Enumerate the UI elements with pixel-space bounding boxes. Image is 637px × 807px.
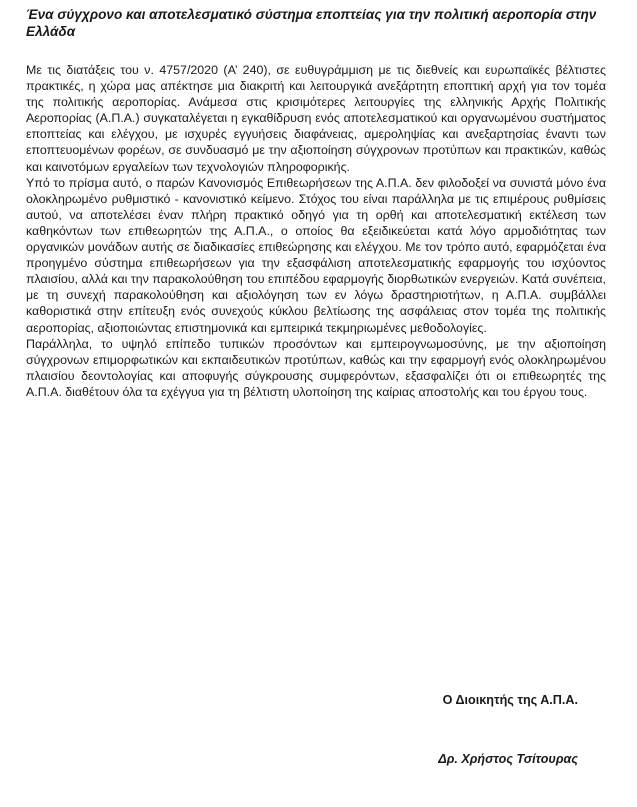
paragraph-2: Υπό το πρίσμα αυτό, ο παρών Κανονισμός Επιθεωρήσεων της Α.Π.Α. δεν φιλοδοξεί να συνιστά μόνο ένα ολοκληρωμένο ρυθμιστικό - κανονιστικό κείμενο. Στόχος του είναι παράλληλα με τις επιμέρους ρυθμίσεις αυτού, να αποτελέσει έναν πλήρη πρακτικό οδηγό για τη ορθή και αποτελεσματική εκτέλεση των καθηκόντων των επιθεωρητών της Α.Π.Α., ο οποίος θα εξειδικεύεται κατά λόγο αρμοδιότητας των οργανικών μονάδων αυτής σε διαδικασίες επιθεώρησης και ελέγχου. Με τον τρόπο αυτό, εφαρμόζεται ένα προηγμένο σύστημα επιθεωρήσεων για την εξασφάλιση αποτελεσματικής εφαρμογής του ισχύοντος πλαισίου, αλλά και την παρακολούθηση του επιπέδου εφαρμογής διορθωτικών ενεργειών. Κατά συνέπεια, με τη συνεχή παρακολούθηση και αξιολόγηση των εν λόγω δραστηριοτήτων, η Α.Π.Α. συμβάλλει καθοριστικά στην επίτευξη ενός συνεχούς κύκλου βελτίωσης της ασφάλειας στον τομέα της πολιτικής αεροπορίας, αξιοποιώντας επιστημονικά και εμπειρικά τεκμηριωμένες μεθοδολογίες. bbox=[26, 175, 606, 335]
document-body bbox=[26, 62, 606, 400]
signature-role: Ο Διοικητής της Α.Π.Α. bbox=[442, 693, 578, 707]
signature-name: Δρ. Χρήστος Τσίτουρας bbox=[438, 752, 578, 766]
document-title: Ένα σύγχρονο και αποτελεσματικό σύστημα εποπτείας για την πολιτική αεροπορία στην Ελλάδα bbox=[26, 7, 597, 39]
paragraph-1: Με τις διατάξεις του ν. 4757/2020 (Α’ 240), σε ευθυγράμμιση με τις διεθνείς και ευρωπαϊκές βέλτιστες πρακτικές, η χώρα μας απέκτησε μια διακριτή και λειτουργικά ανεξάρτητη εποπτική αρχή για τον τομέα της πολιτικής αεροπορίας. Ανάμεσα στις κρισιμότερες λειτουργίες της ελληνικής Αρχής Πολιτικής Αεροπορίας (Α.Π.Α.) συγκαταλέγεται η εγκαθίδρυση ενός αποτελεσματικού και οργανωμένου συστήματος εποπτείας και ελέγχου, με ισχυρές εγγυήσεις διαφάνειας, αμεροληψίας και ανεξαρτησίας έναντι των εποπτευομένων φορέων, σε συνδυασμό με την αξιοποίηση σύγχρονων προτύπων και πρακτικών, καθώς και καινοτόμων εργαλείων των τεχνολογιών πληροφορικής. bbox=[26, 63, 606, 174]
paragraph-3: Παράλληλα, το υψηλό επίπεδο τυπικών προσόντων και εμπειρογνωμοσύνης, με την αξιοποίηση σύγχρονων επιμορφωτικών και εκπαιδευτικών προτύπων, καθώς και την εφαρμογή ενός ολοκληρωμένου πλαισίου δεοντολογίας και αποφυγής σύγκρουσης συμφερόντων, εξασφαλίζει ότι οι επιθεωρητές της Α.Π.Α. διαθέτουν όλα τα εχέγγυα για τη βέλτιστη υλοποίηση της καίριας αποστολής και του έργου τους. bbox=[26, 336, 606, 399]
